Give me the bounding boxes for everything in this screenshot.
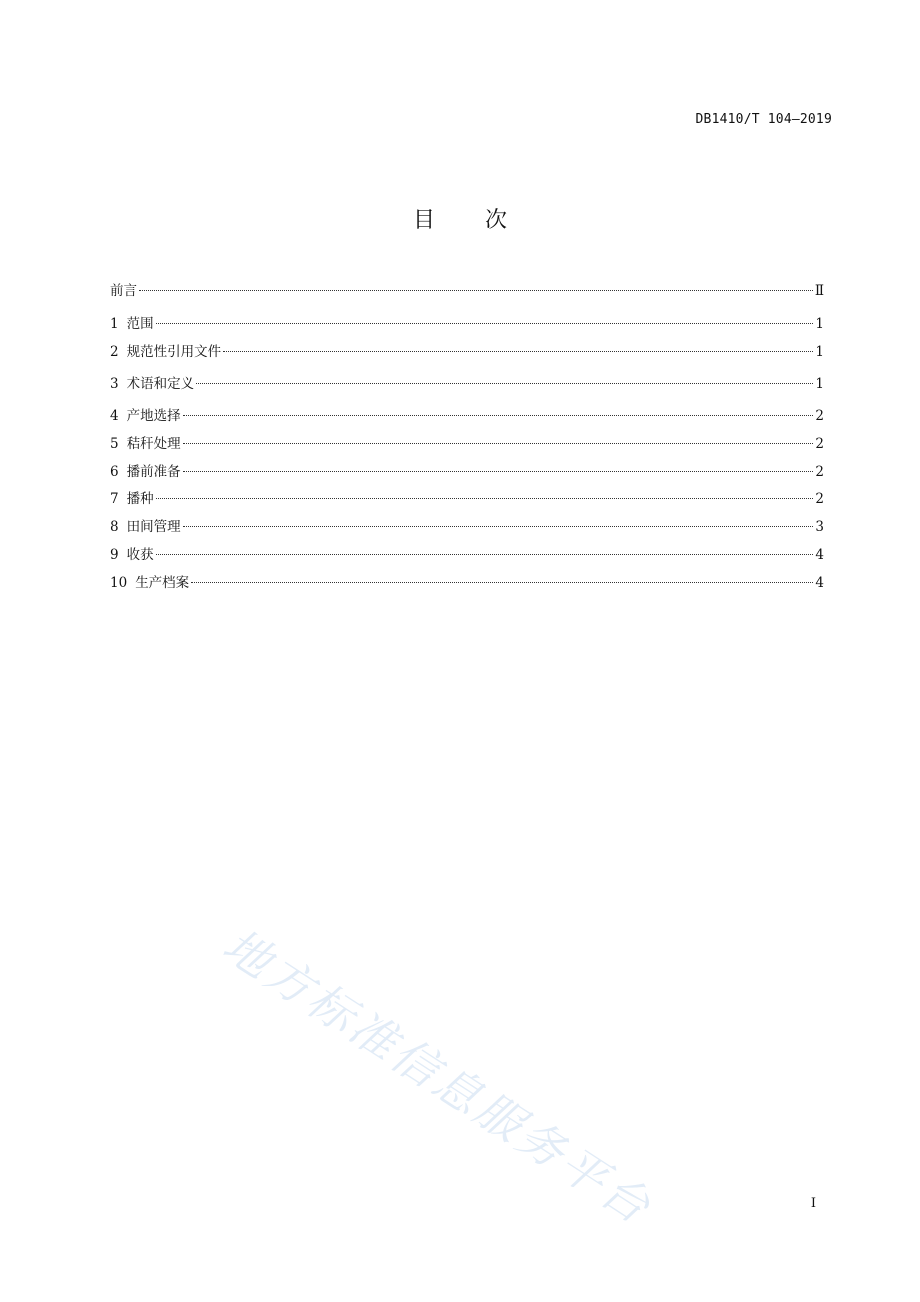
toc-entry-sowing[interactable] (110, 489, 824, 509)
toc-dot-leader (156, 498, 814, 499)
toc-entry-number: 3 (110, 376, 119, 392)
toc-entry-normative-references[interactable] (110, 342, 824, 362)
toc-title (0, 203, 920, 234)
toc-entry-harvest[interactable] (110, 545, 824, 565)
toc-entry-label: 前言 (110, 283, 137, 299)
toc-entry-terms-definitions[interactable] (110, 374, 824, 394)
toc-dot-leader (223, 351, 813, 352)
toc-entry-label: 术语和定义 (126, 376, 195, 392)
toc-entry-label: 田间管理 (126, 519, 181, 535)
toc-entry-foreword[interactable] (110, 281, 824, 301)
toc-entry-label: 秸秆处理 (126, 436, 181, 452)
toc-entry-scope[interactable] (110, 314, 824, 334)
toc-dot-leader (183, 415, 814, 416)
toc-entry-number: 1 (110, 316, 119, 332)
toc-dot-leader (191, 582, 813, 583)
toc-entry-page: 4 (815, 547, 824, 563)
toc-title-char: 目 (412, 208, 435, 233)
toc-entry-number: 8 (110, 519, 119, 535)
toc-entry-number: 9 (110, 547, 119, 563)
toc-entry-presowing-preparation[interactable] (110, 462, 824, 482)
toc-entry-label: 生产档案 (135, 575, 190, 591)
toc-entry-page: 2 (815, 491, 824, 507)
toc-entry-page: 3 (815, 519, 824, 535)
toc-entry-production-records[interactable] (110, 573, 824, 593)
toc-entry-label: 播种 (126, 491, 154, 507)
toc-entry-label: 产地选择 (126, 408, 181, 424)
toc-entry-number: 10 (110, 575, 128, 591)
toc-entry-label: 规范性引用文件 (126, 344, 222, 360)
toc-entry-number: 5 (110, 436, 119, 452)
toc-entry-page: Ⅱ (814, 283, 824, 299)
toc-title-char: 次 (485, 208, 508, 233)
toc-entry-number: 2 (110, 344, 119, 360)
toc-entry-page: 2 (815, 436, 824, 452)
document-code: DB1410/T 104—2019 (695, 112, 832, 127)
toc-dot-leader (139, 290, 813, 291)
toc-dot-leader (196, 383, 813, 384)
toc-entry-page: 1 (815, 344, 824, 360)
toc-entry-page: 1 (815, 316, 824, 332)
toc-entry-page: 2 (815, 408, 824, 424)
toc-dot-leader (183, 443, 814, 444)
toc-entry-number: 7 (110, 491, 119, 507)
toc-dot-leader (183, 526, 814, 527)
watermark: 地方标准信息服务平台 (213, 917, 663, 1236)
toc-entry-number: 4 (110, 408, 119, 424)
toc-entry-page: 4 (815, 575, 824, 591)
toc-entry-number: 6 (110, 464, 119, 480)
toc-entry-field-management[interactable] (110, 517, 824, 537)
toc-entry-page: 2 (815, 464, 824, 480)
toc-entry-straw-treatment[interactable] (110, 434, 824, 454)
page-number: I (810, 1196, 816, 1211)
toc-entry-label: 范围 (126, 316, 154, 332)
toc-entry-label: 播前准备 (126, 464, 181, 480)
toc-entry-page: 1 (815, 376, 824, 392)
toc-entry-label: 收获 (126, 547, 154, 563)
toc-dot-leader (183, 471, 814, 472)
toc-dot-leader (156, 323, 814, 324)
toc-dot-leader (156, 554, 814, 555)
toc-entry-site-selection[interactable] (110, 406, 824, 426)
